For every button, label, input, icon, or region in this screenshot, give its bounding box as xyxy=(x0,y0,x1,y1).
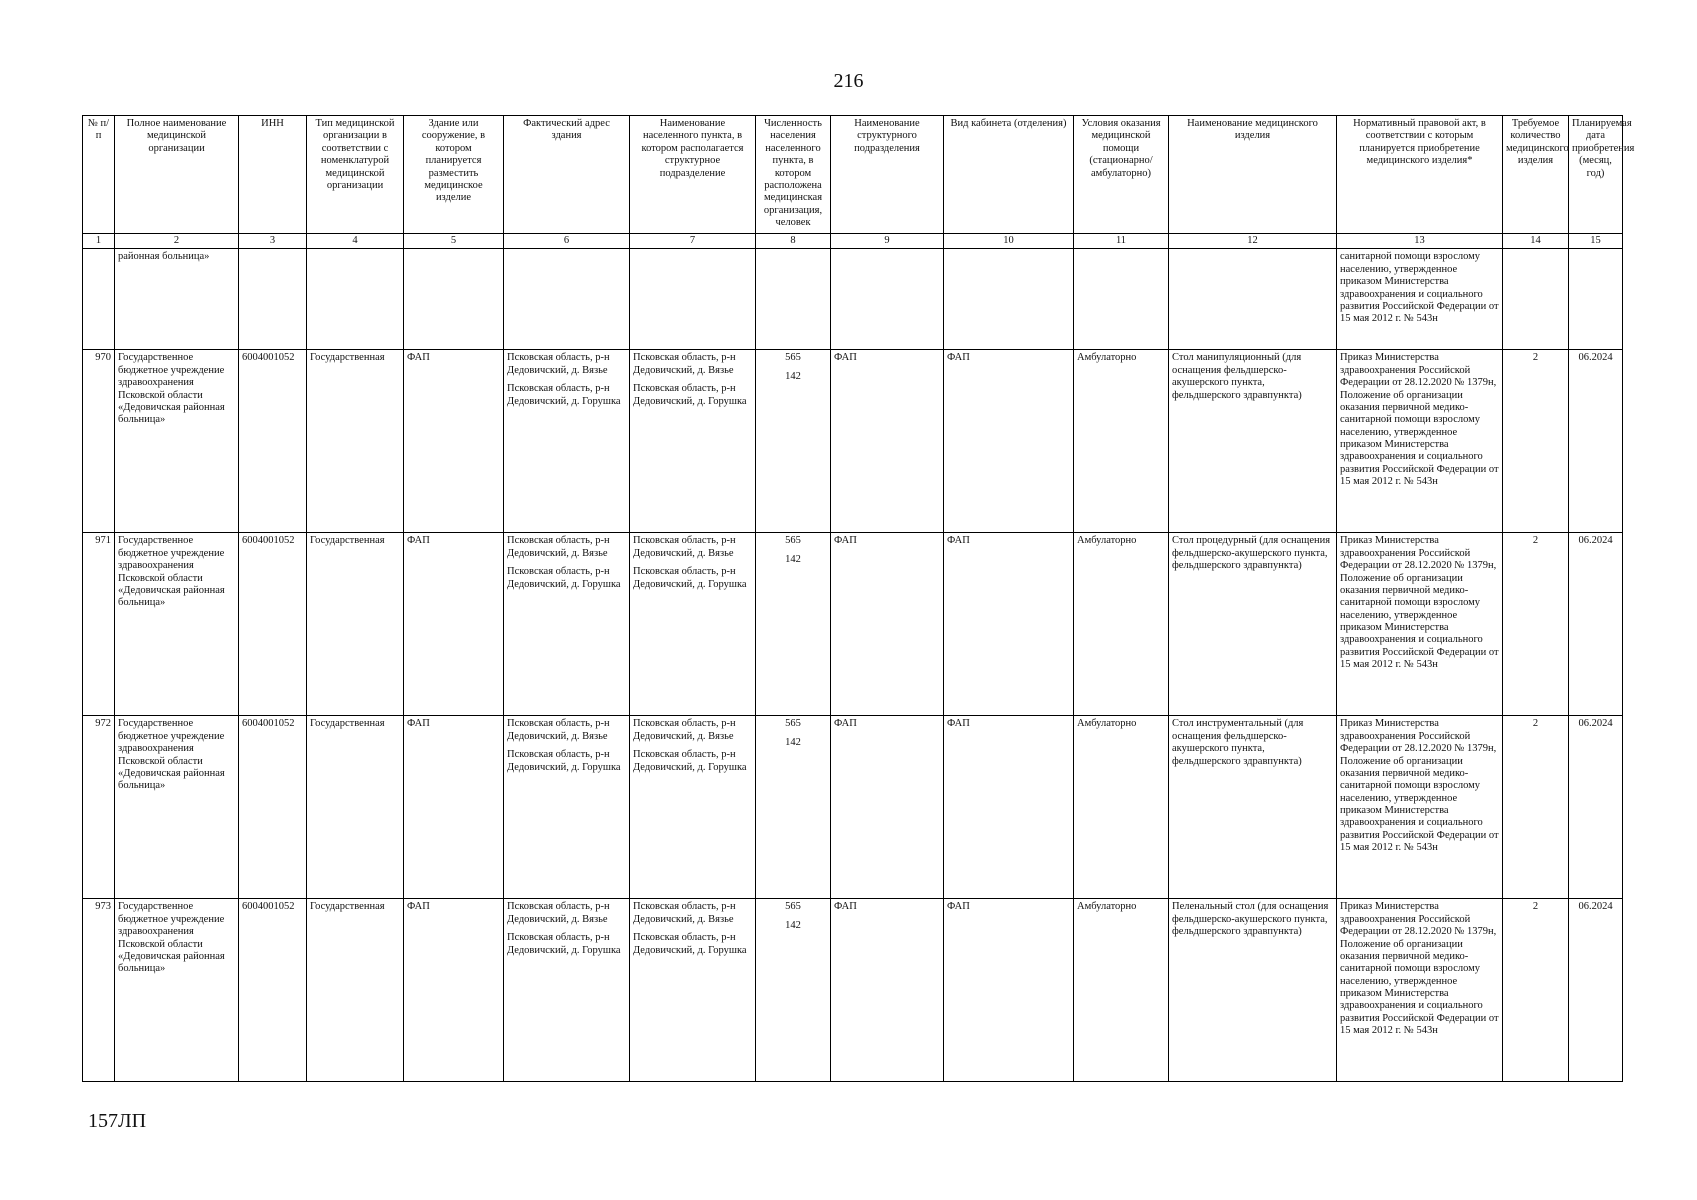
locality-line: Псковская область, р-н Дедовичский, д. Горушка xyxy=(633,383,747,407)
conditions-cell: Амбулаторно xyxy=(1074,899,1169,1082)
inn-cell: 6004001052 xyxy=(239,350,307,533)
header-cell: Требуемое количество медицинского изделия xyxy=(1503,116,1569,234)
locality-cell xyxy=(630,899,756,1082)
column-number: 3 xyxy=(239,234,307,249)
header-cell: Наименование медицинского изделия xyxy=(1169,116,1337,234)
locality-line: Псковская область, р-н Дедовичский, д. Горушка xyxy=(633,566,747,590)
column-number: 2 xyxy=(115,234,239,249)
legal-act-cell: санитарной помощи взрослому населению, утвержденное приказом Министерства здравоохранения и социального развития Российской Федерации от 15 мая 2012 г. № 543н xyxy=(1337,249,1503,350)
device-cell: Пеленальный стол (для оснащения фельдшерско-акушерского пункта, фельдшерского здравпункта) xyxy=(1169,899,1337,1082)
header-cell: Тип медицинской организации в соответствии с номенклатурой медицинской организации xyxy=(307,116,404,234)
unit-cell: ФАП xyxy=(831,899,944,1082)
header-cell: Планируемая дата приобретения (месяц, год) xyxy=(1569,116,1623,234)
org-name-cell: районная больница» xyxy=(115,249,239,350)
legal-act-cell: Приказ Министерства здравоохранения Российской Федерации от 28.12.2020 № 1379н, Положение об организации оказания первичной медико-санитарной помощи взрослому населению, утвержденное приказом Министерства здравоохранения и социального развития Российской Федерации от 15 мая 2012 г. № 543н xyxy=(1337,716,1503,899)
header-cell: Условия оказания медицинской помощи (стационарно/ амбулаторно) xyxy=(1074,116,1169,234)
org-name-cell: Государственное бюджетное учреждение здравоохранения Псковской области «Дедовичская районная больница» xyxy=(115,533,239,716)
population-value: 142 xyxy=(785,919,801,931)
column-number-row xyxy=(83,234,1623,249)
building-cell: ФАП xyxy=(404,533,504,716)
address-cell xyxy=(504,899,630,1082)
quantity-cell: 2 xyxy=(1503,716,1569,899)
table-header-row xyxy=(83,116,1623,234)
building-cell: ФАП xyxy=(404,350,504,533)
column-number: 4 xyxy=(307,234,404,249)
population-value: 565 xyxy=(785,901,801,913)
header-cell: Здание или сооружение, в котором планируется разместить медицинское изделие xyxy=(404,116,504,234)
table-row xyxy=(83,350,1623,533)
quantity-cell: 2 xyxy=(1503,533,1569,716)
population-cell xyxy=(756,350,831,533)
date-cell: 06.2024 xyxy=(1569,899,1623,1082)
unit-cell: ФАП xyxy=(831,350,944,533)
locality-cell xyxy=(630,350,756,533)
unit-cell: ФАП xyxy=(831,533,944,716)
address-cell xyxy=(504,716,630,899)
column-number: 15 xyxy=(1569,234,1623,249)
org-type-cell: Государственная xyxy=(307,533,404,716)
population-value: 142 xyxy=(785,370,801,382)
column-number: 13 xyxy=(1337,234,1503,249)
locality-cell xyxy=(630,533,756,716)
address-line: Псковская область, р-н Дедовичский, д. Горушка xyxy=(507,749,621,773)
row-number: 973 xyxy=(83,899,115,1082)
header-cell: ИНН xyxy=(239,116,307,234)
column-number: 1 xyxy=(83,234,115,249)
address-line: Псковская область, р-н Дедовичский, д. Вязье xyxy=(507,901,610,925)
conditions-cell: Амбулаторно xyxy=(1074,350,1169,533)
table-row xyxy=(83,716,1623,899)
population-cell xyxy=(756,899,831,1082)
inn-cell: 6004001052 xyxy=(239,716,307,899)
locality-line: Псковская область, р-н Дедовичский, д. Горушка xyxy=(633,749,747,773)
legal-act-cell: Приказ Министерства здравоохранения Российской Федерации от 28.12.2020 № 1379н, Положение об организации оказания первичной медико-санитарной помощи взрослому населению, утвержденное приказом Министерства здравоохранения и социального развития Российской Федерации от 15 мая 2012 г. № 543н xyxy=(1337,533,1503,716)
column-number: 9 xyxy=(831,234,944,249)
conditions-cell: Амбулаторно xyxy=(1074,716,1169,899)
org-type-cell: Государственная xyxy=(307,899,404,1082)
address-line: Псковская область, р-н Дедовичский, д. Горушка xyxy=(507,383,621,407)
table-row xyxy=(83,899,1623,1082)
header-cell: Фактический адрес здания xyxy=(504,116,630,234)
date-cell: 06.2024 xyxy=(1569,350,1623,533)
address-cell xyxy=(504,350,630,533)
column-number: 12 xyxy=(1169,234,1337,249)
org-name-cell: Государственное бюджетное учреждение здравоохранения Псковской области «Дедовичская районная больница» xyxy=(115,350,239,533)
population-cell xyxy=(756,533,831,716)
building-cell: ФАП xyxy=(404,716,504,899)
quantity-cell: 2 xyxy=(1503,350,1569,533)
inn-cell: 6004001052 xyxy=(239,533,307,716)
footer-code: 157ЛП xyxy=(88,1110,147,1132)
inn-cell: 6004001052 xyxy=(239,899,307,1082)
equipment-table xyxy=(82,115,1635,1082)
row-number: 970 xyxy=(83,350,115,533)
row-number: 972 xyxy=(83,716,115,899)
column-number: 8 xyxy=(756,234,831,249)
date-cell: 06.2024 xyxy=(1569,533,1623,716)
cabinet-cell: ФАП xyxy=(944,533,1074,716)
column-number: 7 xyxy=(630,234,756,249)
conditions-cell: Амбулаторно xyxy=(1074,533,1169,716)
continuation-row xyxy=(83,249,1623,350)
cabinet-cell: ФАП xyxy=(944,350,1074,533)
population-value: 565 xyxy=(785,718,801,730)
column-number: 14 xyxy=(1503,234,1569,249)
device-cell: Стол процедурный (для оснащения фельдшерско-акушерского пункта, фельдшерского здравпункта) xyxy=(1169,533,1337,716)
header-cell: Наименование структурного подразделения xyxy=(831,116,944,234)
org-name-cell: Государственное бюджетное учреждение здравоохранения Псковской области «Дедовичская районная больница» xyxy=(115,899,239,1082)
population-value: 142 xyxy=(785,553,801,565)
header-cell: Наименование населенного пункта, в котором располагается структурное подразделение xyxy=(630,116,756,234)
population-cell xyxy=(756,716,831,899)
locality-line: Псковская область, р-н Дедовичский, д. Вязье xyxy=(633,352,736,376)
locality-line: Псковская область, р-н Дедовичский, д. Горушка xyxy=(633,932,747,956)
address-line: Псковская область, р-н Дедовичский, д. Горушка xyxy=(507,932,621,956)
column-number: 11 xyxy=(1074,234,1169,249)
header-cell: Численность населения населенного пункта, в котором расположена медицинская организация, человек xyxy=(756,116,831,234)
column-number: 5 xyxy=(404,234,504,249)
locality-line: Псковская область, р-н Дедовичский, д. Вязье xyxy=(633,718,736,742)
cabinet-cell: ФАП xyxy=(944,716,1074,899)
address-line: Псковская область, р-н Дедовичский, д. Горушка xyxy=(507,566,621,590)
date-cell: 06.2024 xyxy=(1569,716,1623,899)
legal-act-cell: Приказ Министерства здравоохранения Российской Федерации от 28.12.2020 № 1379н, Положение об организации оказания первичной медико-санитарной помощи взрослому населению, утвержденное приказом Министерства здравоохранения и социального развития Российской Федерации от 15 мая 2012 г. № 543н xyxy=(1337,350,1503,533)
cabinet-cell: ФАП xyxy=(944,899,1074,1082)
column-number: 6 xyxy=(504,234,630,249)
building-cell: ФАП xyxy=(404,899,504,1082)
column-number: 10 xyxy=(944,234,1074,249)
locality-cell xyxy=(630,716,756,899)
locality-line: Псковская область, р-н Дедовичский, д. Вязье xyxy=(633,901,736,925)
population-value: 565 xyxy=(785,352,801,364)
population-value: 142 xyxy=(785,736,801,748)
org-type-cell: Государственная xyxy=(307,716,404,899)
population-value: 565 xyxy=(785,535,801,547)
legal-act-cell: Приказ Министерства здравоохранения Российской Федерации от 28.12.2020 № 1379н, Положение об организации оказания первичной медико-санитарной помощи взрослому населению, утвержденное приказом Министерства здравоохранения и социального развития Российской Федерации от 15 мая 2012 г. № 543н xyxy=(1337,899,1503,1082)
header-cell: Полное наименование медицинской организации xyxy=(115,116,239,234)
address-line: Псковская область, р-н Дедовичский, д. Вязье xyxy=(507,535,610,559)
unit-cell: ФАП xyxy=(831,716,944,899)
header-cell: № п/п xyxy=(83,116,115,234)
page-number: 216 xyxy=(833,70,864,92)
device-cell: Стол инструментальный (для оснащения фельдшерско-акушерского пункта, фельдшерского здравпункта) xyxy=(1169,716,1337,899)
row-number: 971 xyxy=(83,533,115,716)
quantity-cell: 2 xyxy=(1503,899,1569,1082)
header-cell: Нормативный правовой акт, в соответствии с которым планируется приобретение медицинского изделия* xyxy=(1337,116,1503,234)
org-name-cell: Государственное бюджетное учреждение здравоохранения Псковской области «Дедовичская районная больница» xyxy=(115,716,239,899)
header-cell: Вид кабинета (отделения) xyxy=(944,116,1074,234)
table-row xyxy=(83,533,1623,716)
address-line: Псковская область, р-н Дедовичский, д. Вязье xyxy=(507,352,610,376)
org-type-cell: Государственная xyxy=(307,350,404,533)
address-line: Псковская область, р-н Дедовичский, д. Вязье xyxy=(507,718,610,742)
locality-line: Псковская область, р-н Дедовичский, д. Вязье xyxy=(633,535,736,559)
device-cell: Стол манипуляционный (для оснащения фельдшерско-акушерского пункта, фельдшерского здравпункта) xyxy=(1169,350,1337,533)
address-cell xyxy=(504,533,630,716)
